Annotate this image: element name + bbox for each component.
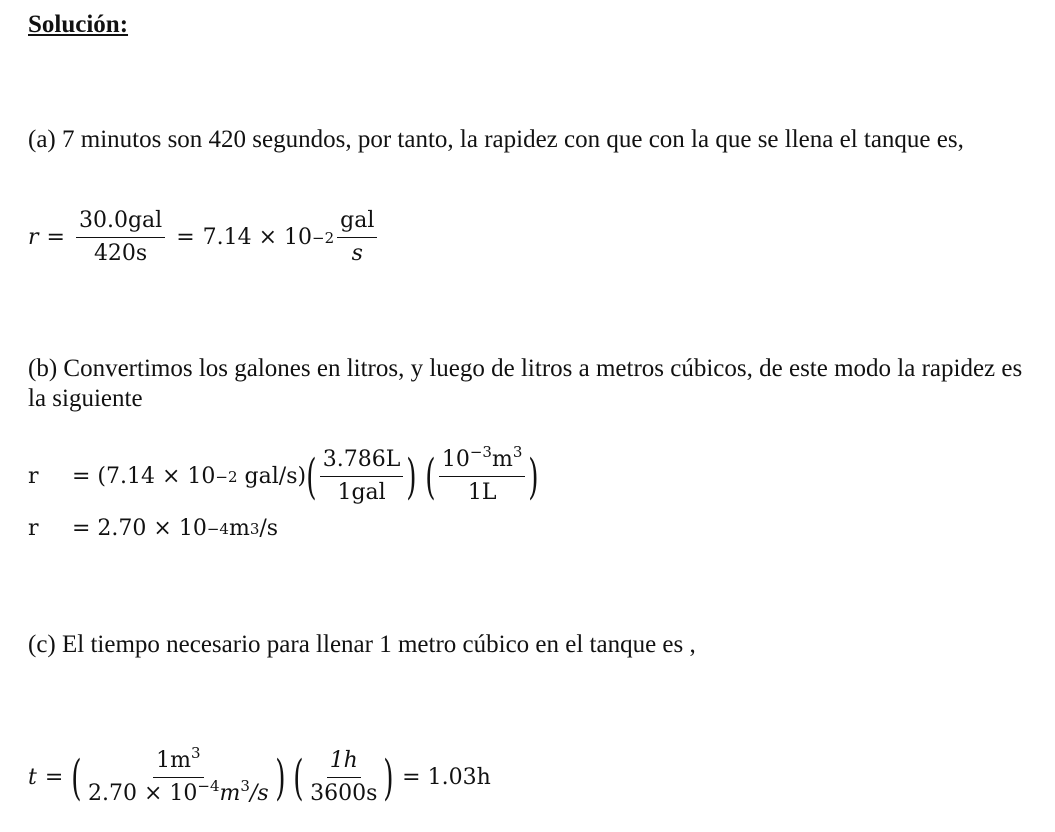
eq-c-equals: = <box>44 765 64 790</box>
eq-b1-lhs: r <box>28 464 39 489</box>
part-c-text: (c) El tiempo necesario para llenar 1 metro cúbico en el tanque es , <box>28 631 696 658</box>
eq-c-lhs: t <box>28 765 37 790</box>
eq-c-f2-den: 3600s <box>310 781 378 806</box>
eq-b1-f1-num: 3.786L <box>320 447 404 477</box>
eq-a-unit-num: gal <box>337 208 377 238</box>
eq-b1-rhs-start: = (7.14 × 10 <box>72 464 216 489</box>
eq-b1-fraction-1 <box>320 447 404 506</box>
eq-a-fraction <box>76 208 165 267</box>
eq-b1-fraction-2 <box>439 443 526 506</box>
eq-a-numerator: 30.0gal <box>76 208 165 238</box>
eq-a-result: 7.14 × 10 <box>202 225 313 250</box>
equation-b-line-1: r = (7.14 × 10 −2 gal/s) ( $\frac{3.786L}{\text{1gal}}$ ) ( $\frac{10^{-3}m^3}{1L}$ ) <box>28 443 539 505</box>
eq-a-denominator: 420s <box>93 241 148 266</box>
eq-b2-rhs-start: = 2.70 × 10 <box>72 516 207 541</box>
eq-c-f2-num: 1h <box>327 748 361 778</box>
eq-a-lhs: r <box>28 225 39 250</box>
eq-b1-f2-den: 1L <box>467 480 497 505</box>
eq-b2-lhs: r <box>28 516 39 541</box>
eq-c-fraction-2 <box>307 748 380 807</box>
eq-b1-f2-num: $10^{-3}m^3$ <box>439 447 526 477</box>
equation-c: t = ( $\frac{1m^3}{2.70 \times 10^{-4}m^3/s}$ ) ( $\frac{1h}{3600s}$ ) = 1.03h <box>28 744 491 806</box>
part-b-text: (b) Convertimos los galones en litros, y luego de litros a metros cúbicos, de este modo la rapidez es la siguiente <box>28 355 1023 412</box>
part-a-text: (a) 7 minutos son 420 segundos, por tanto, la rapidez con que con la que se llena el tanque es, <box>28 126 964 153</box>
eq-b1-f1-den: 1gal <box>337 480 386 505</box>
eq-a-unit-den: s <box>351 241 363 266</box>
solution-heading: Solución: <box>28 11 129 38</box>
eq-b1-rhs-end: gal/s) <box>237 464 307 489</box>
eq-a-equals-2: = <box>176 225 195 250</box>
eq-b2-unit: m <box>228 516 250 541</box>
equation-a: r = $\frac{\text{30.0gal}}{420s}$ = 7.14 × 10 −2 $\frac{\text{gal}}{s}$ <box>28 208 380 267</box>
equation-b-line-2: r = 2.70 × 10 −4 m 3 /s <box>28 516 279 541</box>
eq-c-result: = 1.03h <box>402 765 491 790</box>
eq-c-f1-den: $2.70 \times 10^{-4}m^3/s$ <box>88 777 269 806</box>
eq-a-equals: = <box>46 225 65 250</box>
eq-b2-tail: /s <box>259 516 279 541</box>
eq-a-unit-fraction <box>337 208 377 267</box>
eq-c-f1-num: $1m^3$ <box>153 748 203 778</box>
eq-c-fraction-1 <box>85 744 272 807</box>
